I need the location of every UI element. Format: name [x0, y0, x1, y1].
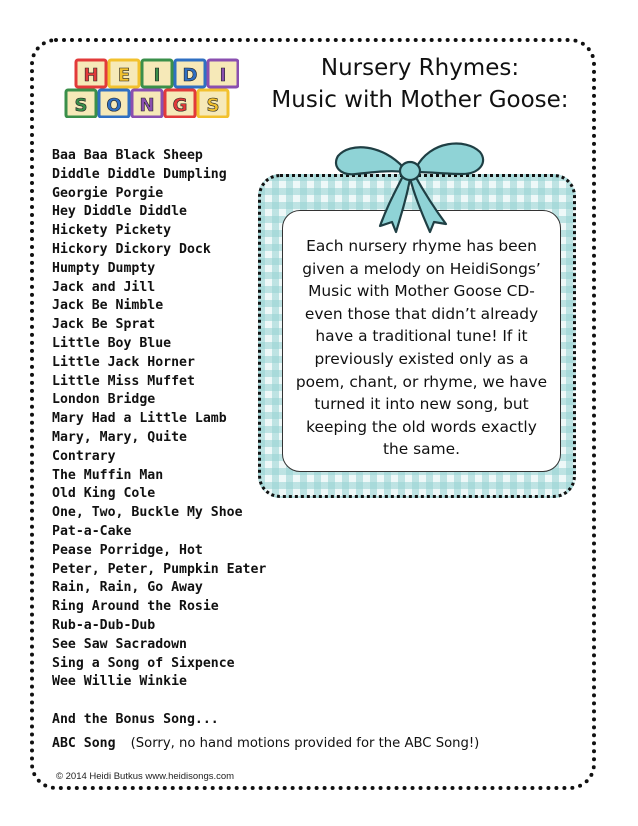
bonus-song-note: (Sorry, no hand motions provided for the ABC Song!)	[130, 736, 480, 751]
info-line: poem, chant, or rhyme, we have	[295, 372, 548, 391]
list-item: Rub-a-Dub-Dub	[52, 617, 156, 633]
list-item: Jack and Jill	[52, 279, 156, 295]
ribbon-bow-icon	[330, 134, 490, 234]
info-line: given a melody on HeidiSongs’	[302, 259, 541, 278]
bow-right-tail	[410, 174, 446, 232]
info-line: even those that didn’t already	[304, 304, 539, 323]
list-item: Little Miss Muffet	[52, 373, 195, 389]
list-item: Old King Cole	[52, 486, 156, 502]
list-item: See Saw Sacradown	[52, 636, 187, 652]
heidisongs-logo	[64, 58, 239, 118]
logo-letter: S	[206, 95, 220, 116]
list-item: The Muffin Man	[52, 467, 164, 483]
logo-letter: N	[139, 95, 155, 116]
list-item: Sing a Song of Sixpence	[52, 655, 235, 671]
bow-right-loop	[416, 144, 483, 174]
info-line: have a traditional tune! If it	[315, 327, 528, 346]
bow-left-tail	[380, 174, 410, 232]
page-title	[250, 52, 590, 116]
list-item: Little Boy Blue	[52, 335, 172, 351]
info-line: turned it into new song, but	[314, 395, 529, 414]
logo-letter: O	[106, 95, 122, 116]
list-item: London Bridge	[52, 392, 156, 408]
bonus-song-line	[52, 732, 479, 751]
list-item: One, Two, Buckle My Shoe	[52, 505, 243, 521]
title-line-1: Nursery Rhymes:	[320, 55, 520, 81]
list-item: Humpty Dumpty	[52, 260, 156, 276]
bow-knot	[400, 162, 420, 180]
list-item: Wee Willie Winkie	[52, 674, 187, 690]
logo-letter: S	[74, 95, 88, 116]
list-item: Hickory Dickory Dock	[52, 241, 211, 257]
info-line: Music with Mother Goose CD-	[308, 282, 535, 301]
info-text-box	[282, 210, 561, 472]
list-item: Ring Around the Rosie	[52, 599, 219, 615]
info-line: Each nursery rhyme has been	[306, 237, 537, 255]
info-line: the same.	[383, 440, 460, 459]
logo-letter: H	[83, 65, 99, 86]
list-item: Contrary	[52, 448, 116, 464]
list-item: Pat-a-Cake	[52, 523, 132, 539]
list-item: Jack Be Sprat	[52, 317, 156, 333]
list-item: Baa Baa Black Sheep	[52, 148, 203, 163]
copyright-footer: © 2014 Heidi Butkus www.heidisongs.com	[56, 771, 235, 782]
list-item: Hey Diddle Diddle	[52, 204, 187, 220]
list-item: Hickety Pickety	[52, 223, 172, 239]
song-list	[52, 147, 266, 692]
list-item: Pease Porridge, Hot	[52, 542, 203, 558]
list-item: Peter, Peter, Pumpkin Eater	[52, 561, 267, 577]
title-line-2: Music with Mother Goose:	[271, 87, 569, 113]
list-item: Jack Be Nimble	[52, 298, 164, 314]
logo-letter: I	[219, 65, 227, 86]
bow-left-loop	[336, 147, 404, 174]
list-item: Diddle Diddle Dumpling	[52, 166, 227, 182]
info-line: keeping the old words exactly	[306, 417, 537, 436]
list-item: Mary, Mary, Quite	[52, 429, 187, 445]
logo-letter: E	[117, 65, 131, 86]
list-item: Little Jack Horner	[52, 354, 195, 370]
list-item: Mary Had a Little Lamb	[52, 411, 227, 427]
logo-letter: G	[172, 95, 188, 116]
bonus-heading: And the Bonus Song...	[52, 712, 219, 727]
list-item: Rain, Rain, Go Away	[52, 580, 203, 596]
logo-letter: I	[153, 65, 161, 86]
bonus-song-title: ABC Song	[52, 736, 116, 751]
logo-letter: D	[182, 65, 198, 86]
list-item: Georgie Porgie	[52, 185, 164, 201]
info-line: previously existed only as a	[314, 349, 529, 368]
